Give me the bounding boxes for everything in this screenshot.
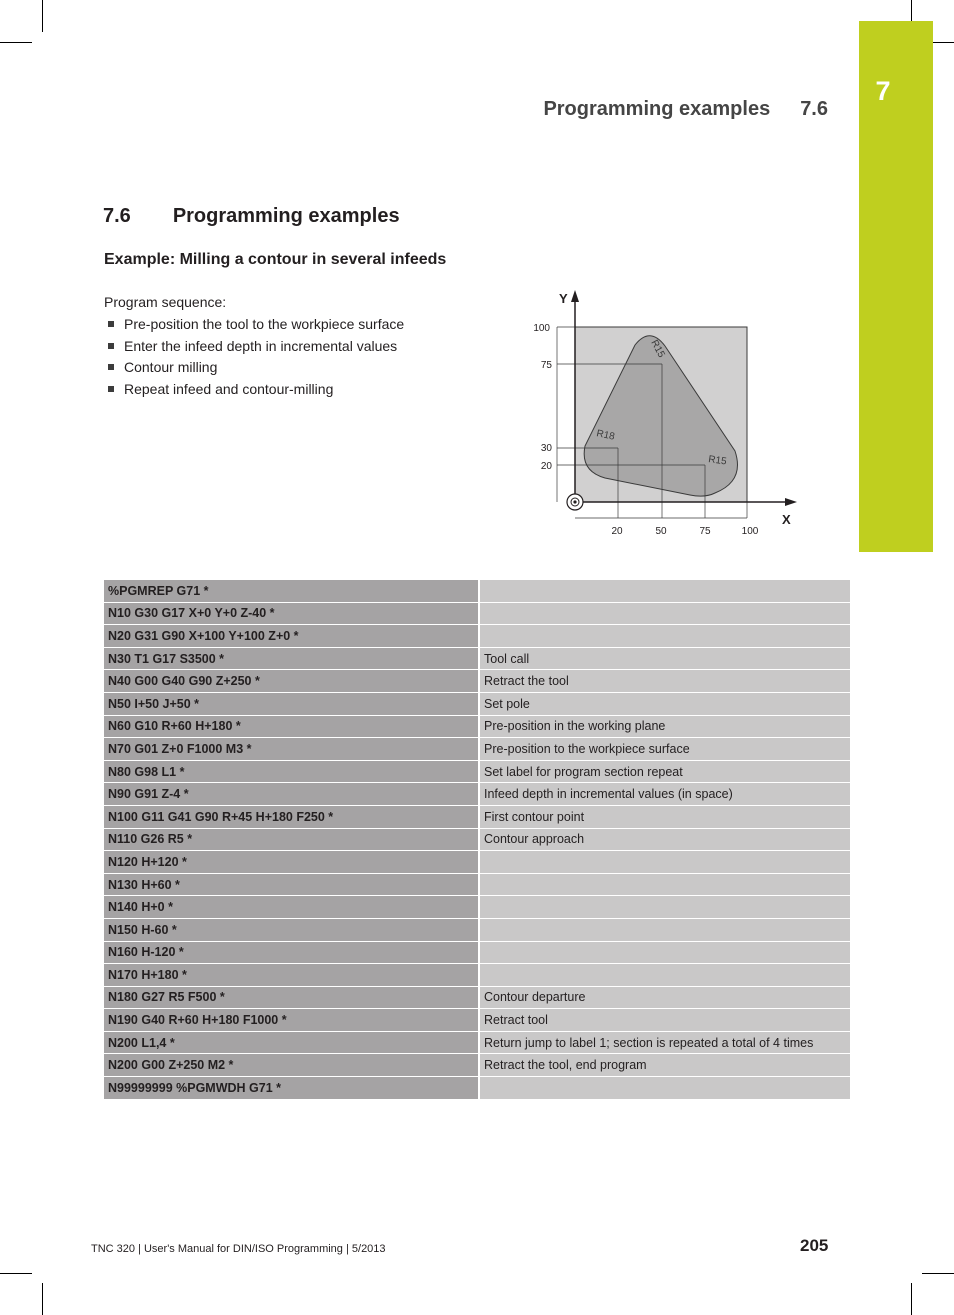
program-comment-cell xyxy=(480,580,850,603)
program-code-cell: N40 G00 G40 G90 Z+250 * xyxy=(104,670,480,693)
list-item xyxy=(104,337,404,359)
program-comment-cell: Return jump to label 1; section is repeated a total of 4 times xyxy=(480,1032,850,1055)
program-table xyxy=(104,580,850,1100)
bullet-text: Pre-position the tool to the workpiece surface xyxy=(124,316,405,332)
program-comment-cell: Infeed depth in incremental values (in space) xyxy=(480,783,850,806)
list-item xyxy=(104,315,404,337)
program-code-cell: N190 G40 R+60 H+180 F1000 * xyxy=(104,1009,480,1032)
table-row xyxy=(104,625,850,648)
table-row xyxy=(104,603,850,626)
radius-label: R15 xyxy=(707,454,728,468)
table-row xyxy=(104,670,850,693)
program-comment-cell: Contour departure xyxy=(480,987,850,1010)
running-head xyxy=(543,98,828,121)
program-comment-cell xyxy=(480,964,850,987)
table-row xyxy=(104,783,850,806)
bullet-text: Repeat infeed and contour-milling xyxy=(124,381,334,398)
program-code-cell: N90 G91 Z-4 * xyxy=(104,783,480,806)
program-comment-cell: Retract tool xyxy=(480,1009,850,1032)
table-row xyxy=(104,806,850,829)
chapter-tab xyxy=(859,21,933,552)
table-row xyxy=(104,761,850,784)
program-comment-cell: Retract the tool, end program xyxy=(480,1054,850,1077)
program-comment-cell xyxy=(480,896,850,919)
program-code-cell: N30 T1 G17 S3500 * xyxy=(104,648,480,671)
page-number: 205 xyxy=(800,1236,829,1255)
program-comment-cell xyxy=(480,603,850,626)
y-axis-label: Y xyxy=(559,291,568,306)
y-tick-label: 75 xyxy=(540,360,552,371)
program-comment-cell: Pre-position in the working plane xyxy=(480,716,850,739)
section-number: 7.6 xyxy=(103,205,131,227)
table-row xyxy=(104,1009,850,1032)
program-code-cell: N110 G26 R5 * xyxy=(104,829,480,852)
program-comment-cell xyxy=(480,1077,850,1100)
program-comment-cell xyxy=(480,851,850,874)
section-title: Programming examples xyxy=(172,205,400,227)
program-code-cell: N60 G10 R+60 H+180 * xyxy=(104,716,480,739)
program-comment-cell xyxy=(480,919,850,942)
running-head-section: 7.6 xyxy=(800,98,828,120)
program-code-cell: N70 G01 Z+0 F1000 M3 * xyxy=(104,738,480,761)
bullet-square-icon xyxy=(108,364,114,370)
crop-mark xyxy=(0,42,32,43)
origin-icon-dot xyxy=(573,500,576,503)
page-footer: TNC 320 | User's Manual for DIN/ISO Programming | 5/2013 xyxy=(91,1243,386,1255)
program-code-cell: N80 G98 L1 * xyxy=(104,761,480,784)
program-code-cell: N130 H+60 * xyxy=(104,874,480,897)
example-heading: Example: Milling a contour in several infeeds xyxy=(104,251,447,268)
table-row xyxy=(104,738,850,761)
table-row xyxy=(104,987,850,1010)
program-code-cell: N100 G11 G41 G90 R+45 H+180 F250 * xyxy=(104,806,480,829)
crop-mark xyxy=(911,0,912,21)
bullet-square-icon xyxy=(108,321,114,327)
bullet-square-icon xyxy=(108,343,114,349)
program-comment-cell: Set label for program section repeat xyxy=(480,761,850,784)
crop-mark xyxy=(42,0,43,32)
program-code-cell: N200 G00 Z+250 M2 * xyxy=(104,1054,480,1077)
table-row xyxy=(104,874,850,897)
list-item xyxy=(104,380,404,402)
program-comment-cell xyxy=(480,942,850,965)
crop-mark xyxy=(922,1273,954,1274)
bullet-text: Contour milling xyxy=(124,359,218,376)
section-heading xyxy=(103,205,400,228)
program-comment-cell: Retract the tool xyxy=(480,670,850,693)
intro-text: Program sequence: xyxy=(104,294,227,310)
x-axis-label: X xyxy=(782,512,791,527)
program-comment-cell: Contour approach xyxy=(480,829,850,852)
x-axis-arrow-icon xyxy=(785,498,797,506)
table-row xyxy=(104,1077,850,1100)
x-tick-label: 100 xyxy=(741,526,759,537)
table-row xyxy=(104,942,850,965)
table-row xyxy=(104,851,850,874)
table-row xyxy=(104,648,850,671)
program-comment-cell xyxy=(480,874,850,897)
chapter-number: 7 xyxy=(875,76,891,106)
table-row xyxy=(104,919,850,942)
program-code-cell: N150 H-60 * xyxy=(104,919,480,942)
program-code-cell: %PGMREP G71 * xyxy=(104,580,480,603)
table-row xyxy=(104,693,850,716)
x-tick-label: 75 xyxy=(699,526,711,537)
table-row xyxy=(104,1032,850,1055)
y-tick-label: 100 xyxy=(533,323,550,334)
y-axis-arrow-icon xyxy=(571,290,579,302)
program-code-cell: N140 H+0 * xyxy=(104,896,480,919)
bullet-list xyxy=(104,315,404,402)
program-table-body xyxy=(104,580,850,1100)
program-code-cell: N200 L1,4 * xyxy=(104,1032,480,1055)
table-row xyxy=(104,829,850,852)
program-comment-cell: Set pole xyxy=(480,693,850,716)
x-tick-label: 50 xyxy=(655,526,667,537)
crop-mark xyxy=(42,1283,43,1315)
x-tick-label: 20 xyxy=(611,526,623,537)
table-row xyxy=(104,964,850,987)
program-code-cell: N10 G30 G17 X+0 Y+0 Z-40 * xyxy=(104,603,480,626)
program-comment-cell xyxy=(480,625,850,648)
program-code-cell: N120 H+120 * xyxy=(104,851,480,874)
program-code-cell: N20 G31 G90 X+100 Y+100 Z+0 * xyxy=(104,625,480,648)
program-code-cell: N99999999 %PGMWDH G71 * xyxy=(104,1077,480,1100)
program-comment-cell: Tool call xyxy=(480,648,850,671)
program-code-cell: N180 G27 R5 F500 * xyxy=(104,987,480,1010)
program-comment-cell: Pre-position to the workpiece surface xyxy=(480,738,850,761)
table-row xyxy=(104,580,850,603)
y-tick-label: 20 xyxy=(540,461,552,472)
table-row xyxy=(104,896,850,919)
program-code-cell: N50 I+50 J+50 * xyxy=(104,693,480,716)
running-head-title: Programming examples xyxy=(543,98,771,120)
contour-figure xyxy=(515,286,805,542)
bullet-text: Enter the infeed depth in incremental values xyxy=(124,337,398,354)
program-code-cell: N170 H+180 * xyxy=(104,964,480,987)
program-comment-cell: First contour point xyxy=(480,806,850,829)
list-item xyxy=(104,358,404,380)
program-code-cell: N160 H-120 * xyxy=(104,942,480,965)
bullet-square-icon xyxy=(108,386,114,392)
crop-mark xyxy=(911,1283,912,1315)
radius-label: R15 xyxy=(648,338,667,360)
table-row xyxy=(104,1054,850,1077)
radius-label: R18 xyxy=(595,428,616,443)
crop-mark xyxy=(0,1273,32,1274)
y-tick-label: 30 xyxy=(540,443,552,454)
table-row xyxy=(104,716,850,739)
